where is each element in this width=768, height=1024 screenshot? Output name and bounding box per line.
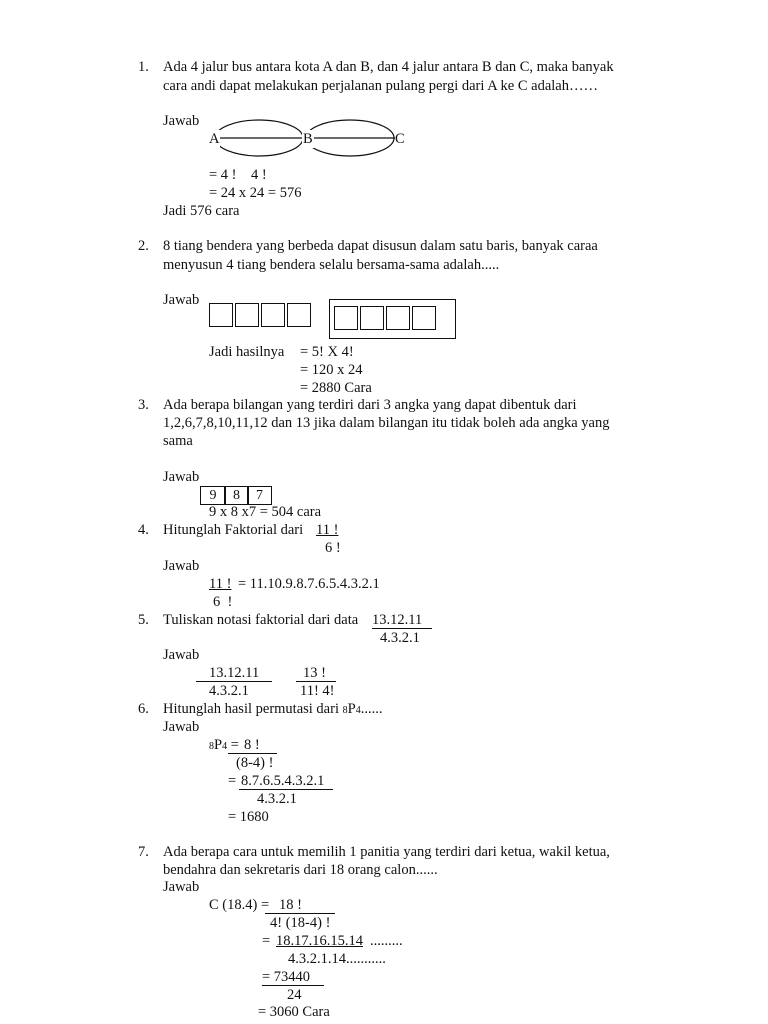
flag-box — [412, 306, 436, 330]
fraction-denominator: 24 — [287, 987, 302, 1003]
answer-label: Jawab — [163, 469, 200, 485]
question-text-line: cara andi dapat melakukan perjalanan pulang pergi dari A ke C adalah…… — [163, 78, 598, 94]
answer-label: Jawab — [163, 113, 200, 129]
city-label-c: C — [395, 131, 405, 147]
fraction-denominator: 6 ! — [213, 594, 233, 610]
question-text-line: sama — [163, 433, 193, 449]
ellipsis-dots: ......... — [370, 933, 403, 949]
fraction-denominator: 4.3.2.1 — [257, 791, 297, 807]
fraction-denominator: 4.3.2.1.14........... — [288, 951, 386, 967]
fraction-denominator: 4.3.2.1 — [380, 630, 420, 646]
answer-result: = 1680 — [228, 809, 269, 825]
fraction-numerator: 18.17.16.15.14 — [276, 933, 363, 949]
question-number: 4. — [138, 522, 149, 538]
question-number: 6. — [138, 701, 149, 717]
question-text-line: Ada berapa cara untuk memilih 1 panitia yang terdiri dari ketua, wakil ketua, — [163, 844, 610, 860]
flag-box — [235, 303, 259, 327]
answer-label: Jawab — [163, 647, 200, 663]
question-text-line: menyusun 4 tiang bendera selalu bersama-sama adalah..... — [163, 257, 500, 273]
flag-box — [287, 303, 311, 327]
fraction-numerator: 18 ! — [279, 897, 302, 913]
question-text: Hitunglah hasil permutasi dari 8P4...... — [163, 701, 383, 717]
flag-box — [209, 303, 233, 327]
answer-step: = 2880 Cara — [300, 380, 372, 396]
question-text: Hitunglah Faktorial dari — [163, 522, 304, 538]
answer-step: = 4 ! 4 ! — [209, 167, 267, 183]
fraction-numerator: 8.7.6.5.4.3.2.1 — [241, 773, 325, 789]
equals-sign: = — [262, 933, 271, 949]
answer-label: Jawab — [163, 719, 200, 735]
fraction-numerator: 13 ! — [303, 665, 326, 681]
answer-result: = 3060 Cara — [258, 1004, 330, 1020]
answer-result: 9 x 8 x7 = 504 cara — [209, 504, 322, 520]
fraction-numerator: 11 ! — [316, 522, 339, 538]
answer-label: Jawab — [163, 292, 200, 308]
answer-step: = 24 x 24 = 576 — [209, 185, 302, 201]
answer-step: = 120 x 24 — [300, 362, 363, 378]
fraction-denominator: 11! 4! — [300, 683, 335, 699]
permutation-symbol: 8P4 — [342, 701, 361, 717]
fraction-numerator: 13.12.11 — [372, 612, 423, 628]
digit-cell: 7 — [247, 486, 272, 505]
question-text-line: 1,2,6,7,8,10,11,12 dan 13 jika dalam bilangan itu tidak boleh ada angka yang — [163, 415, 610, 431]
question-number: 1. — [138, 59, 149, 75]
question-number: 2. — [138, 238, 149, 254]
route-ellipse-ab — [215, 120, 303, 156]
fraction-numerator: = 73440 — [262, 969, 311, 985]
digit-cell: 9 — [200, 486, 226, 505]
fraction-numerator: 8 ! — [244, 737, 260, 753]
question-number: 3. — [138, 397, 149, 413]
city-label-a: A — [209, 131, 220, 147]
fraction-denominator: 4! (18-4) ! — [270, 915, 331, 931]
fraction-numerator: 13.12.11 — [209, 665, 260, 681]
question-text-line: Ada berapa bilangan yang terdiri dari 3 angka yang dapat dibentuk dari — [163, 397, 577, 413]
flag-box — [386, 306, 410, 330]
combination-label: C (18.4) = — [209, 897, 270, 913]
answer-conclusion: Jadi 576 cara — [163, 203, 240, 219]
question-text: Tuliskan notasi faktorial dari data — [163, 612, 359, 628]
answer-label: Jawab — [163, 558, 200, 574]
flag-box — [261, 303, 285, 327]
equals-sign: = — [228, 773, 237, 789]
fraction-denominator: 4.3.2.1 — [209, 683, 249, 699]
answer-label: Jawab — [163, 879, 200, 895]
fraction-denominator: 6 ! — [325, 540, 341, 556]
permutation-symbol: 8P4 = — [209, 737, 239, 753]
question-text-line: bendahra dan sekretaris dari 18 orang calon...... — [163, 862, 438, 878]
flag-box — [360, 306, 384, 330]
result-label: Jadi hasilnya — [209, 344, 285, 360]
digit-cell: 8 — [224, 486, 249, 505]
fraction-denominator: (8-4) ! — [236, 755, 274, 771]
question-number: 5. — [138, 612, 149, 628]
question-text-line: Ada 4 jalur bus antara kota A dan B, dan 4 jalur antara B dan C, maka banyak — [163, 59, 614, 75]
question-text-line: 8 tiang bendera yang berbeda dapat disusun dalam satu baris, banyak caraa — [163, 238, 598, 254]
answer-step: = 5! X 4! — [300, 344, 354, 360]
flag-box — [334, 306, 358, 330]
city-label-b: B — [303, 131, 313, 147]
route-ellipse-bc — [306, 120, 394, 156]
question-number: 7. — [138, 844, 149, 860]
fraction-numerator: 11 ! — [209, 576, 232, 592]
answer-expansion: = 11.10.9.8.7.6.5.4.3.2.1 — [238, 576, 380, 592]
